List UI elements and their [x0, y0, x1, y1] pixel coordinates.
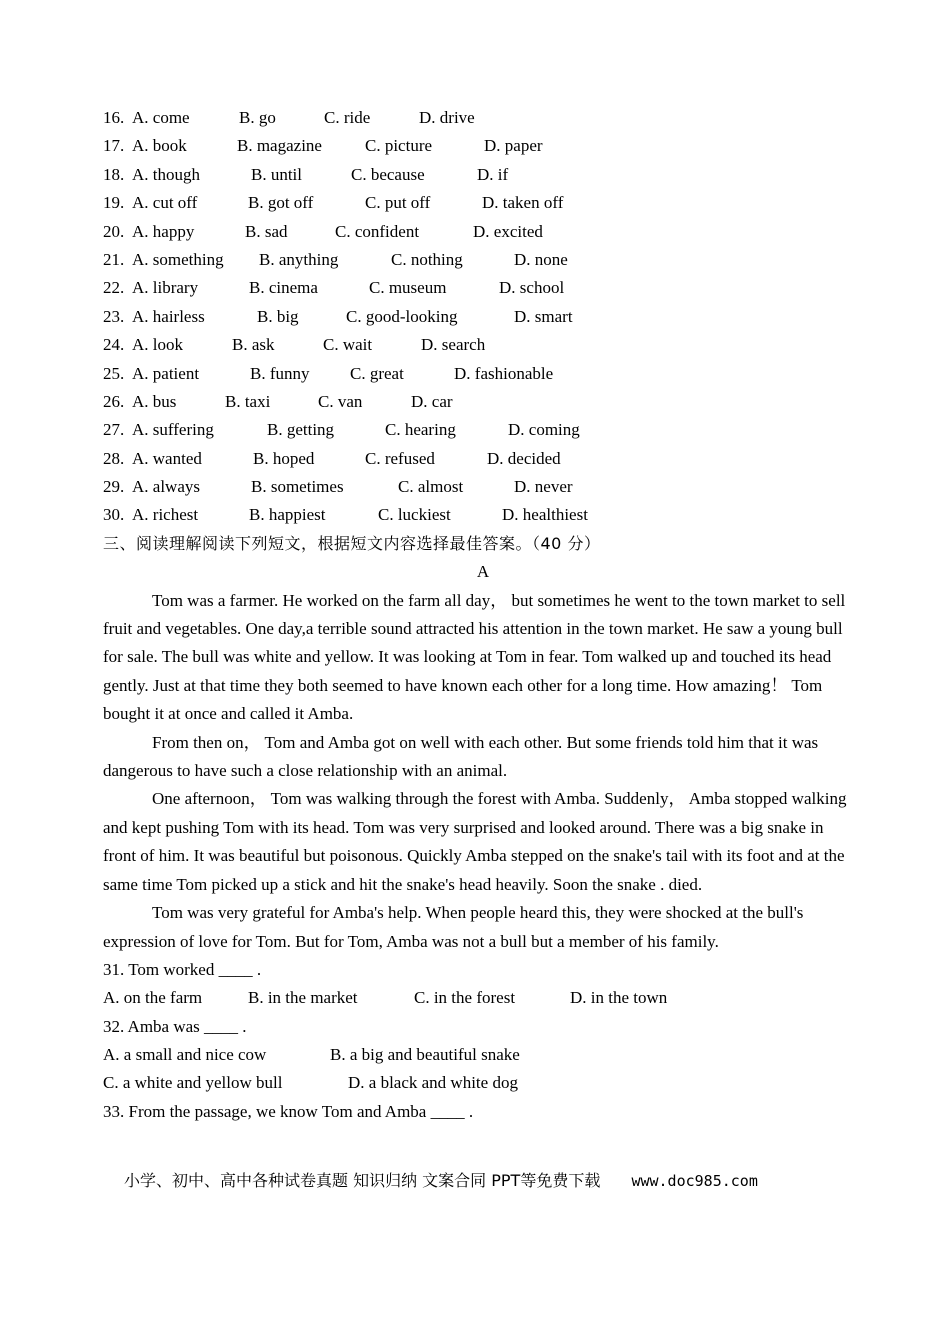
- option: A. though: [132, 164, 200, 184]
- option: A. patient: [132, 363, 200, 383]
- cloze-question-row: [103, 473, 863, 501]
- passage-label: A: [476, 562, 490, 582]
- option: B. hoped: [253, 448, 315, 468]
- option: B. sometimes: [251, 477, 344, 497]
- question-number: 25.: [103, 363, 125, 383]
- option: A. something: [132, 249, 224, 269]
- question-32-stem: 32. Amba was ____ .: [103, 1016, 247, 1036]
- option: D. car: [411, 391, 453, 411]
- footer-url[interactable]: www.doc985.com: [631, 1172, 758, 1190]
- cloze-question-row: [103, 189, 863, 217]
- question-number: 17.: [103, 136, 125, 156]
- option: C. museum: [369, 278, 447, 298]
- option: B. happiest: [249, 505, 326, 525]
- option: B. sad: [245, 221, 288, 241]
- option: B. until: [251, 164, 303, 184]
- option: A. library: [132, 278, 199, 298]
- paragraph: One afternoon， Tom was walking through the forest with Amba. Suddenly， Amba stopped walking and kept pushing Tom with its head. Tom was very surprised and looked around. There was a big snake in front of him. It was beautiful but poisonous. Quickly Amba stepped on the snake's tail with its foot and at the same time Tom picked up a stick and hit the snake's head heavily. Soon the snake . died.: [103, 789, 847, 894]
- section-title: 三、阅读理解阅读下列短文，根据短文内容选择最佳答案。（40 分）: [103, 533, 601, 553]
- option: C. refused: [365, 448, 435, 468]
- cloze-question-row: [103, 501, 863, 529]
- option: D. excited: [473, 221, 543, 241]
- option: A. a small and nice cow: [103, 1045, 267, 1065]
- question-number: 18.: [103, 164, 125, 184]
- cloze-question-row: [103, 274, 863, 302]
- option: D. never: [514, 477, 573, 497]
- option: B. got off: [248, 193, 314, 213]
- option: A. richest: [132, 505, 199, 525]
- option: C. ride: [324, 108, 371, 127]
- cloze-question-row: [103, 388, 863, 416]
- cloze-question-row: [103, 104, 863, 132]
- option: D. drive: [419, 108, 475, 127]
- question-number: 19.: [103, 193, 125, 213]
- option: A. book: [132, 136, 187, 156]
- option: C. van: [318, 391, 363, 411]
- option: A. cut off: [132, 193, 198, 213]
- cloze-question-row: [103, 331, 863, 359]
- option: D. paper: [484, 136, 543, 156]
- page-footer: [124, 1168, 758, 1191]
- option: A. bus: [132, 391, 177, 411]
- option: B. big: [257, 306, 299, 326]
- option: D. in the town: [570, 988, 668, 1008]
- option: D. fashionable: [454, 363, 554, 383]
- question-number: 21.: [103, 249, 125, 269]
- cloze-options: [103, 104, 863, 530]
- option: B. taxi: [225, 391, 271, 411]
- question-number: 29.: [103, 477, 125, 497]
- option: B. funny: [250, 363, 310, 383]
- question-number: 26.: [103, 391, 125, 411]
- option: D. healthiest: [502, 505, 588, 525]
- option: B. magazine: [237, 136, 322, 156]
- option: B. getting: [267, 420, 335, 440]
- question-33-stem: 33. From the passage, we know Tom and Amba ____ .: [103, 1101, 474, 1121]
- cloze-question-row: [103, 161, 863, 189]
- question-31-stem: 31. Tom worked ____ .: [103, 959, 262, 979]
- option: A. hairless: [132, 306, 205, 326]
- question-32-options-row1: [103, 1041, 863, 1069]
- option: C. luckiest: [378, 505, 451, 525]
- cloze-question-row: [103, 246, 863, 274]
- option: C. great: [350, 363, 404, 383]
- exam-page: [103, 104, 863, 1126]
- question-number: 22.: [103, 278, 125, 298]
- option: C. almost: [398, 477, 464, 497]
- option: D. taken off: [482, 193, 564, 213]
- option: C. good-looking: [346, 306, 458, 326]
- cloze-question-row: [103, 416, 863, 444]
- cloze-question-row: [103, 132, 863, 160]
- question-number: 20.: [103, 221, 125, 241]
- option: D. none: [514, 249, 568, 269]
- option: A. suffering: [132, 420, 214, 440]
- option: D. school: [499, 278, 565, 298]
- option: B. in the market: [248, 988, 358, 1008]
- option: A. wanted: [132, 448, 202, 468]
- footer-text: 小学、初中、高中各种试卷真题 知识归纳 文案合同 PPT等免费下载: [124, 1171, 601, 1190]
- question-number: 28.: [103, 448, 125, 468]
- question-32-options-row2: [103, 1069, 863, 1097]
- option: C. because: [351, 164, 425, 184]
- option: B. ask: [232, 335, 275, 355]
- paragraph: Tom was a farmer. He worked on the farm all day， but sometimes he went to the town market to sell fruit and vegetables. One day,a terrible sound attracted his attention in the town market. He saw a young bull for sale. The bull was white and yellow. It was looking at Tom in fear. Tom walked up and touched its head gently. Just at that time they both seemed to have known each other for a long time. How amazing！ Tom bought it at once and called it Amba.: [103, 590, 846, 724]
- option: D. if: [477, 164, 509, 184]
- option: D. smart: [514, 306, 573, 326]
- option: B. a big and beautiful snake: [330, 1045, 520, 1065]
- paragraph: Tom was very grateful for Amba's help. When people heard this, they were shocked at the bull's expression of love for Tom. But for Tom, Amba was not a bull but a member of his family.: [103, 903, 804, 951]
- question-number: 23.: [103, 306, 125, 326]
- option: C. put off: [365, 193, 431, 213]
- paragraph: From then on， Tom and Amba got on well with each other. But some friends told him that it was dangerous to have such a close relationship with an animal.: [103, 732, 819, 781]
- cloze-question-row: [103, 445, 863, 473]
- option: C. wait: [323, 335, 373, 355]
- option: A. come: [132, 108, 190, 127]
- cloze-question-row: [103, 360, 863, 388]
- passage-text: [103, 587, 848, 956]
- option: C. picture: [365, 136, 433, 156]
- question-number: 27.: [103, 420, 125, 440]
- option: B. cinema: [249, 278, 318, 298]
- question-number: 24.: [103, 335, 125, 355]
- option: D. search: [421, 335, 486, 355]
- option: B. anything: [259, 249, 339, 269]
- option: C. hearing: [385, 420, 456, 440]
- option: A. happy: [132, 221, 195, 241]
- cloze-question-row: [103, 218, 863, 246]
- option: C. nothing: [391, 249, 463, 269]
- option: D. coming: [508, 420, 580, 440]
- option: A. on the farm: [103, 988, 203, 1008]
- question-number: 30.: [103, 505, 125, 525]
- option: A. look: [132, 335, 183, 355]
- option: C. a white and yellow bull: [103, 1073, 283, 1093]
- question-31-options: [103, 984, 863, 1012]
- option: B. go: [239, 108, 276, 127]
- cloze-question-row: [103, 303, 863, 331]
- option: C. confident: [335, 221, 420, 241]
- option: D. decided: [487, 448, 561, 468]
- option: D. a black and white dog: [348, 1073, 518, 1093]
- option: A. always: [132, 477, 200, 497]
- question-number: 16.: [103, 108, 125, 127]
- option: C. in the forest: [414, 988, 516, 1008]
